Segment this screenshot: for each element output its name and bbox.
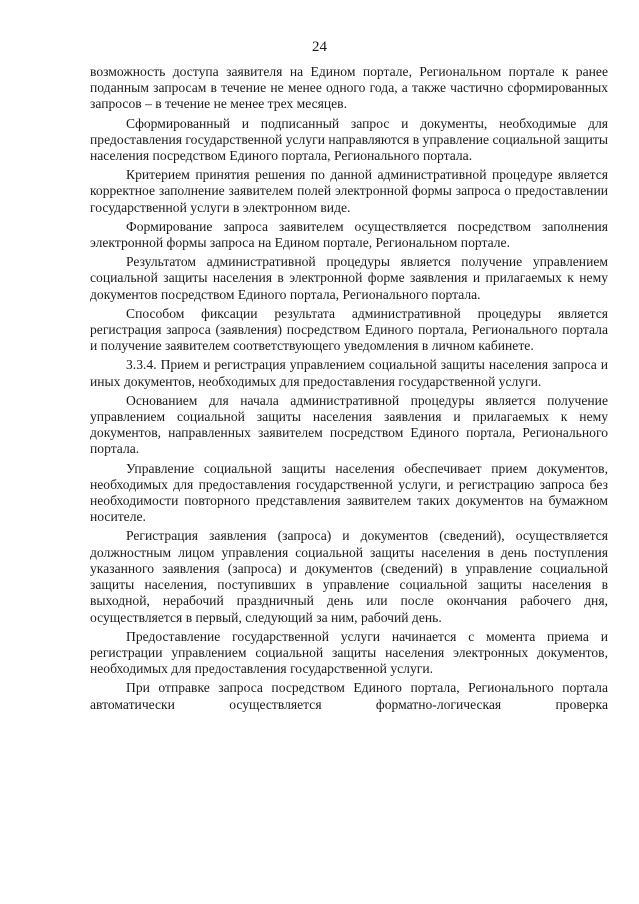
paragraph: При отправке запроса посредством Единого портала, Регионального портала автоматически осуществляется форматно-логическая проверка — [90, 680, 608, 712]
section-heading-3-3-4: 3.3.4. Прием и регистрация управлением социальной защиты населения запроса и иных документов, необходимых для предоставления государственной услуги. — [90, 357, 608, 389]
page-number: 24 — [312, 39, 327, 55]
document-body — [90, 64, 608, 716]
paragraph: Управление социальной защиты населения обеспечивает прием документов, необходимых для предоставления государственной услуги, и регистрацию запроса без необходимости повторного представления заявителем таких документов на бумажном носителе. — [90, 460, 608, 525]
paragraph: Предоставление государственной услуги начинается с момента приема и регистрации управлением социальной защиты населения электронных документов, необходимых для предоставления государственной услуги. — [90, 628, 608, 677]
paragraph: возможность доступа заявителя на Едином портале, Региональном портале к ранее поданным запросам в течение не менее одного года, а также частично сформированных запросов – в течение не менее трех месяцев. — [90, 64, 608, 112]
paragraph: Способом фиксации результата административной процедуры является регистрация запроса (заявления) посредством Единого портала, Регионального портала и получение заявителем соответствующего уведомления в личном кабинете. — [90, 305, 608, 354]
paragraph: Формирование запроса заявителем осуществляется посредством заполнения электронной формы запроса на Едином портале, Региональном портале. — [90, 218, 608, 251]
paragraph: Основанием для начала административной процедуры является получение управлением социальной защиты населения заявления и прилагаемых к нему документов, направленных заявителем посредством Единого портала, Регионального портала. — [90, 392, 608, 457]
paragraph: Критерием принятия решения по данной административной процедуре является корректное заполнение заявителем полей электронной формы запроса о предоставлении государственной услуги в электронном виде. — [90, 167, 608, 215]
paragraph: Результатом административной процедуры является получение управлением социальной защиты населения в электронной форме заявления и прилагаемых к нему документов посредством Единого портала, Регионального портала. — [90, 254, 608, 302]
paragraph: Регистрация заявления (запроса) и документов (сведений), осуществляется должностным лицом управления социальной защиты населения в день поступления указанного заявления (запроса) и документов (сведений) в управление социальной защиты населения, поступивших в управление социальной защиты населения в выходной, нерабочий праздничный день или после окончания рабочего дня, осуществляется в первый, следующий за ним, рабочий день. — [90, 528, 608, 625]
paragraph: Сформированный и подписанный запрос и документы, необходимые для предоставления государственной услуги направляются в управление социальной защиты населения посредством Единого портала, Регионального портала. — [90, 115, 608, 164]
